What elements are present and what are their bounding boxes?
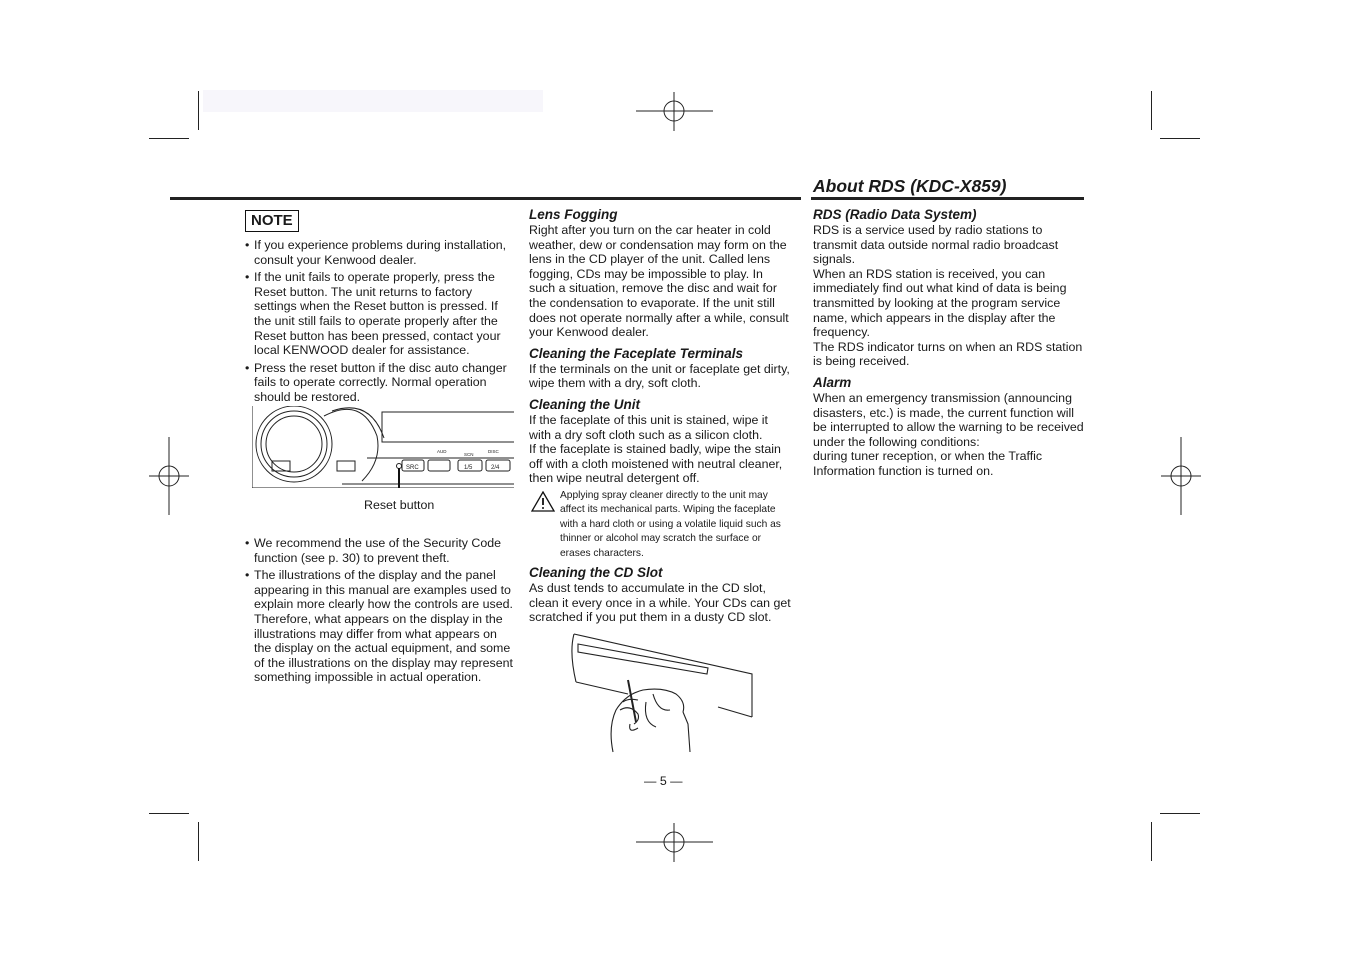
section-text: during tuner reception, or when the Traffic Information function is turned on. <box>813 449 1043 478</box>
faceplate-label: 2/4 <box>491 465 500 471</box>
section-text: RDS is a service used by radio stations to transmit data outside normal radio broadcast signals. <box>813 223 1059 267</box>
section-text: When an RDS station is received, you can immediately find out what kind of data is being transmitted by looking at the program service name, which appears in the display after the frequency. <box>813 266 1067 340</box>
cd-slot-illustration <box>568 632 756 756</box>
list-item: • We recommend the use of the Security Code function (see p. 30) to prevent theft. <box>245 536 517 565</box>
left-column <box>245 210 517 408</box>
note-bullets-bottom <box>245 536 517 688</box>
faceplate-label: 1/5 <box>464 465 473 471</box>
section-heading: Cleaning the Unit <box>529 396 640 412</box>
section-heading: Cleaning the Faceplate Terminals <box>529 345 744 361</box>
list-item: • Press the reset button if the disc auto changer fails to operate correctly. Normal operation should be restored. <box>245 361 517 405</box>
section-text: If the faceplate of this unit is stained, wipe it with a dry soft cloth such as a silicon cloth. <box>529 412 768 442</box>
display-window <box>382 412 514 442</box>
note-badge: NOTE <box>245 210 299 232</box>
note-bullets-top <box>245 238 517 405</box>
section-heading: Lens Fogging <box>529 207 618 222</box>
reset-button-hole <box>397 464 402 469</box>
list-item: • If you experience problems during installation, consult your Kenwood dealer. <box>245 238 517 267</box>
faceplate-label: SRC <box>406 465 419 471</box>
page-title: About RDS (KDC-X859) <box>813 176 1007 196</box>
figure-caption: Reset button <box>364 498 435 512</box>
section-text: If the faceplate is stained badly, wipe the stain off with a cloth moistened with neutral cleaner, then wipe neutral detergent off. <box>529 442 783 486</box>
section-text: As dust tends to accumulate in the CD slot, clean it every once in a while. Your CDs can get scratched if you put them in a dusty CD slot. <box>529 580 791 625</box>
header-rule <box>170 197 801 200</box>
section-text: The RDS indicator turns on when an RDS station is being received. <box>813 339 1083 369</box>
section-text: Right after you turn on the car heater in cold weather, dew or condensation may form on the lens in the CD player of the unit. Called lens fogging, CDs may be impossible to play. In such a situation, remove the disc and wait for the condensation to evaporate. If the unit still does not operate normally after a while, consult your Kenwood dealer. <box>529 223 789 340</box>
right-column <box>813 207 1088 485</box>
list-item: • The illustrations of the display and the panel appearing in this manual are examples used to explain more clearly how the controls are used. Therefore, what appears on the display in the illustrations may differ from what appears on the display on the actual equipment, and some of the illustrations on the display may represent something impossible in actual operation. <box>245 568 517 685</box>
section-text: If the terminals on the unit or faceplate get dirty, wipe them with a dry, soft cloth. <box>529 361 790 391</box>
faceplate-label: AUD <box>437 449 447 454</box>
page-number: — 5 — <box>644 774 683 788</box>
section-heading: Alarm <box>813 374 852 390</box>
list-item: • If the unit fails to operate properly, press the Reset button. The unit returns to factory settings when the Reset button is pressed. If the unit still fails to operate properly after the Reset button has been pressed, contact your local KENWOOD dealer for assistance. <box>245 270 517 358</box>
section-heading: Cleaning the CD Slot <box>529 564 663 580</box>
section-heading: RDS (Radio Data System) <box>813 207 977 222</box>
section-text: When an emergency transmission (announcing disasters, etc.) is made, the current function will be interrupted to allow the warning to be received under the following conditions: <box>813 390 1084 449</box>
faceplate-label: DISC <box>488 449 499 454</box>
middle-column <box>529 207 791 631</box>
faceplate-label: SCN <box>464 452 474 457</box>
warning-icon <box>531 491 555 512</box>
caution-block <box>529 489 791 561</box>
caution-text: Applying spray cleaner directly to the unit may affect its mechanical parts. Wiping the faceplate with a hard cloth or using a volatile liquid such as thinner or alcohol may scratch the surface or erases characters. <box>560 489 781 559</box>
header-rule-right <box>811 197 1084 200</box>
faceplate-illustration <box>252 406 514 488</box>
print-artifact <box>203 90 543 112</box>
volume-knob <box>256 406 332 482</box>
